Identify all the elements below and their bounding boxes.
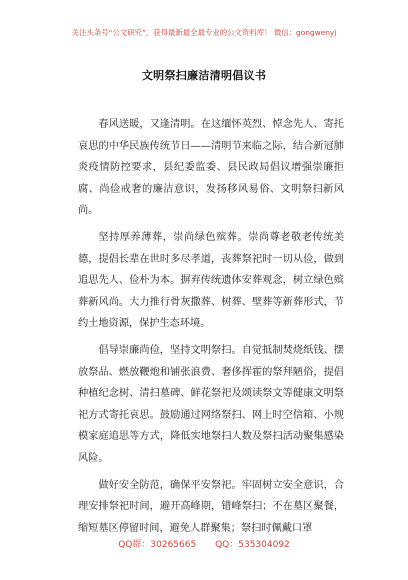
paragraph-safety: 做好安全防范，确保平安祭祀。牢固树立安全意识，合理安排祭祀时间，避开高峰期，错峰祭扫；不在墓区聚餐，缩短墓区停留时间，避免人群聚集；祭扫时佩戴口罩 (78, 479, 344, 534)
paragraph-green-burial: 坚持厚养薄葬，崇尚绿色殡葬。崇尚尊老敬老传统美德，提倡长辈在世时多尽孝道，丧葬祭祀时一切从俭，做到追思先人、俭朴为本。摒弃传统遗体安葬观念，树立绿色殡葬新风尚。大力推行骨灰撒葬、树葬、壁葬等新葬形式，节约土地资源，保护生态环境。 (78, 231, 344, 330)
paragraph-civilized-sweeping: 倡导崇廉尚俭，坚持文明祭扫。自觉抵制焚烧纸钱、摆放祭品、燃放鞭炮和铺张浪费、奢侈挥霍的祭拜陋俗，提倡种植纪念树、清扫墓碑、鲜花祭祀及颂读祭文等健康文明祭祀方式寄托哀思。鼓励通过网络祭扫、网上时空信箱、小规模家庭追思等方式，降低实地祭扫人数及祭扫活动聚集感染风险。 (78, 344, 344, 464)
document-body (78, 114, 344, 544)
footer-contact (0, 537, 408, 550)
paragraph-intro: 春风送暖，又逢清明。在这缅怀英烈、悼念先人、寄托哀思的中华民族传统节日——清明节来临之际，结合新冠肺炎疫情防控要求，县纪委监委、县民政局倡议增强崇廉拒腐、尚俭戒奢的廉洁意识，发扬移风易俗、文明祭扫新风尚。 (78, 119, 344, 217)
footer-qq-number: QQ：535304092 (215, 540, 290, 550)
promo-banner: 关注头条号“公文研究”，获得最新最全最专业的公文资料库！ 微信：gongwenyj (71, 28, 337, 37)
document-title: 文明祭扫廉洁清明倡议书 (141, 69, 267, 82)
footer-qq-group: QQ群：30265665 (118, 540, 197, 550)
